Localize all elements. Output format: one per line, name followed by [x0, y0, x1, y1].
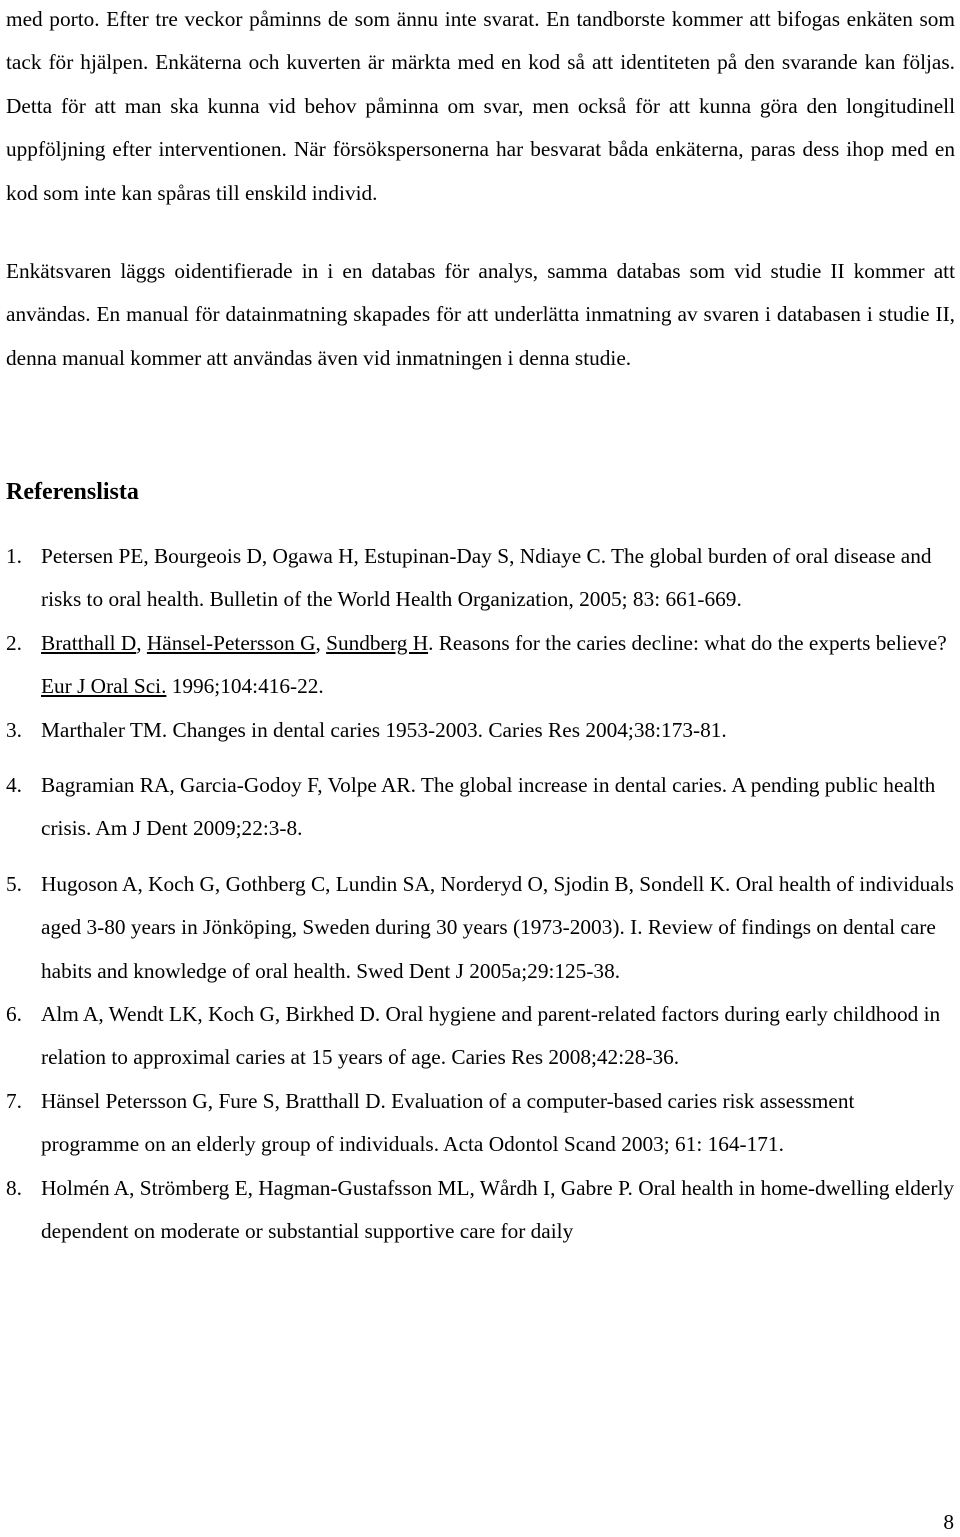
reference-item-2: [0, 622, 956, 709]
reference-item-3: [0, 709, 956, 752]
reference-number: 3.: [6, 717, 22, 742]
reference-list: [0, 535, 960, 1254]
page-number: 8: [943, 1510, 954, 1534]
author-link[interactable]: Sundberg H: [326, 630, 429, 655]
body-paragraph-1: med porto. Efter tre veckor påminns de som ännu inte svarat. En tandborste kommer att bifogas enkäten som tack för hjälpen. Enkäterna och kuverten är märkta med en kod så att identiteten på den svarande kan följas. Detta för att man ska kunna vid behov påminna om svar, men också för att kunna göra den longitudinell uppföljning efter interventionen. När försökspersonerna har besvarat båda enkäterna, paras dess ihop med en kod som inte kan spåras till enskild individ.: [6, 7, 955, 205]
separator: ,: [315, 630, 327, 655]
body-paragraph-2: Enkätsvaren läggs oidentifierade in i en databas för analys, samma databas som vid studie II kommer att användas. En manual för datainmatning skapades för att underlätta inmatning av svaren i databasen i studie II, denna manual kommer att användas även vid inmatningen i denna studie.: [6, 259, 955, 370]
reference-number: 5.: [6, 871, 22, 896]
reference-number: 8.: [6, 1175, 22, 1200]
reference-item-7: [0, 1080, 956, 1167]
reference-number: 2.: [6, 630, 22, 655]
reference-number: 7.: [6, 1088, 22, 1113]
author-link[interactable]: Hänsel-Petersson G: [146, 630, 316, 655]
reference-number: 1.: [6, 544, 22, 568]
reference-number: 4.: [6, 773, 22, 798]
reference-number: 6.: [6, 1002, 22, 1027]
reference-citation: 1996;104:416-22.: [166, 674, 324, 699]
reference-text: Alm A, Wendt LK, Koch G, Birkhed D. Oral hygiene and parent-related factors during early childhood in relation to approximal caries at 15 years of age. Caries Res 2008;42:28-36.: [41, 1002, 941, 1070]
reference-item-6: [0, 993, 956, 1080]
journal-link[interactable]: Eur J Oral Sci.: [41, 674, 167, 699]
reference-list-heading: Referenslista: [6, 479, 139, 505]
reference-item-1: [0, 535, 956, 622]
reference-text: Marthaler TM. Changes in dental caries 1953-2003. Caries Res 2004;38:173-81.: [41, 717, 727, 742]
reference-item-4: [0, 764, 956, 851]
reference-item-8: [0, 1167, 956, 1254]
reference-text: Bagramian RA, Garcia-Godoy F, Volpe AR. The global increase in dental caries. A pending public health crisis. Am J Dent 2009;22:3-8.: [41, 773, 936, 841]
reference-title: . Reasons for the caries decline: what do the experts believe?: [428, 630, 947, 655]
reference-text: [41, 622, 956, 709]
author-link[interactable]: Bratthall D: [41, 630, 137, 655]
separator: ,: [136, 630, 147, 655]
reference-item-5: [0, 863, 956, 993]
reference-text: Holmén A, Strömberg E, Hagman-Gustafsson ML, Wårdh I, Gabre P. Oral health in home-dwelling elderly dependent on moderate or substantial supportive care for daily: [41, 1175, 955, 1244]
reference-text: Hänsel Petersson G, Fure S, Bratthall D. Evaluation of a computer-based caries risk assessment programme on an elderly group of individuals. Acta Odontol Scand 2003; 61: 164-171.: [41, 1088, 855, 1157]
reference-text: Hugoson A, Koch G, Gothberg C, Lundin SA, Norderyd O, Sjodin B, Sondell K. Oral health of individuals aged 3-80 years in Jönköping, Sweden during 30 years (1973-2003). I. Review of findings on dental care habits and knowledge of oral health. Swed Dent J 2005a;29:125-38.: [41, 871, 954, 983]
reference-text: Petersen PE, Bourgeois D, Ogawa H, Estupinan-Day S, Ndiaye C. The global burden of oral disease and risks to oral health. Bulletin of the World Health Organization, 2005; 83: 661-669.: [41, 544, 932, 612]
